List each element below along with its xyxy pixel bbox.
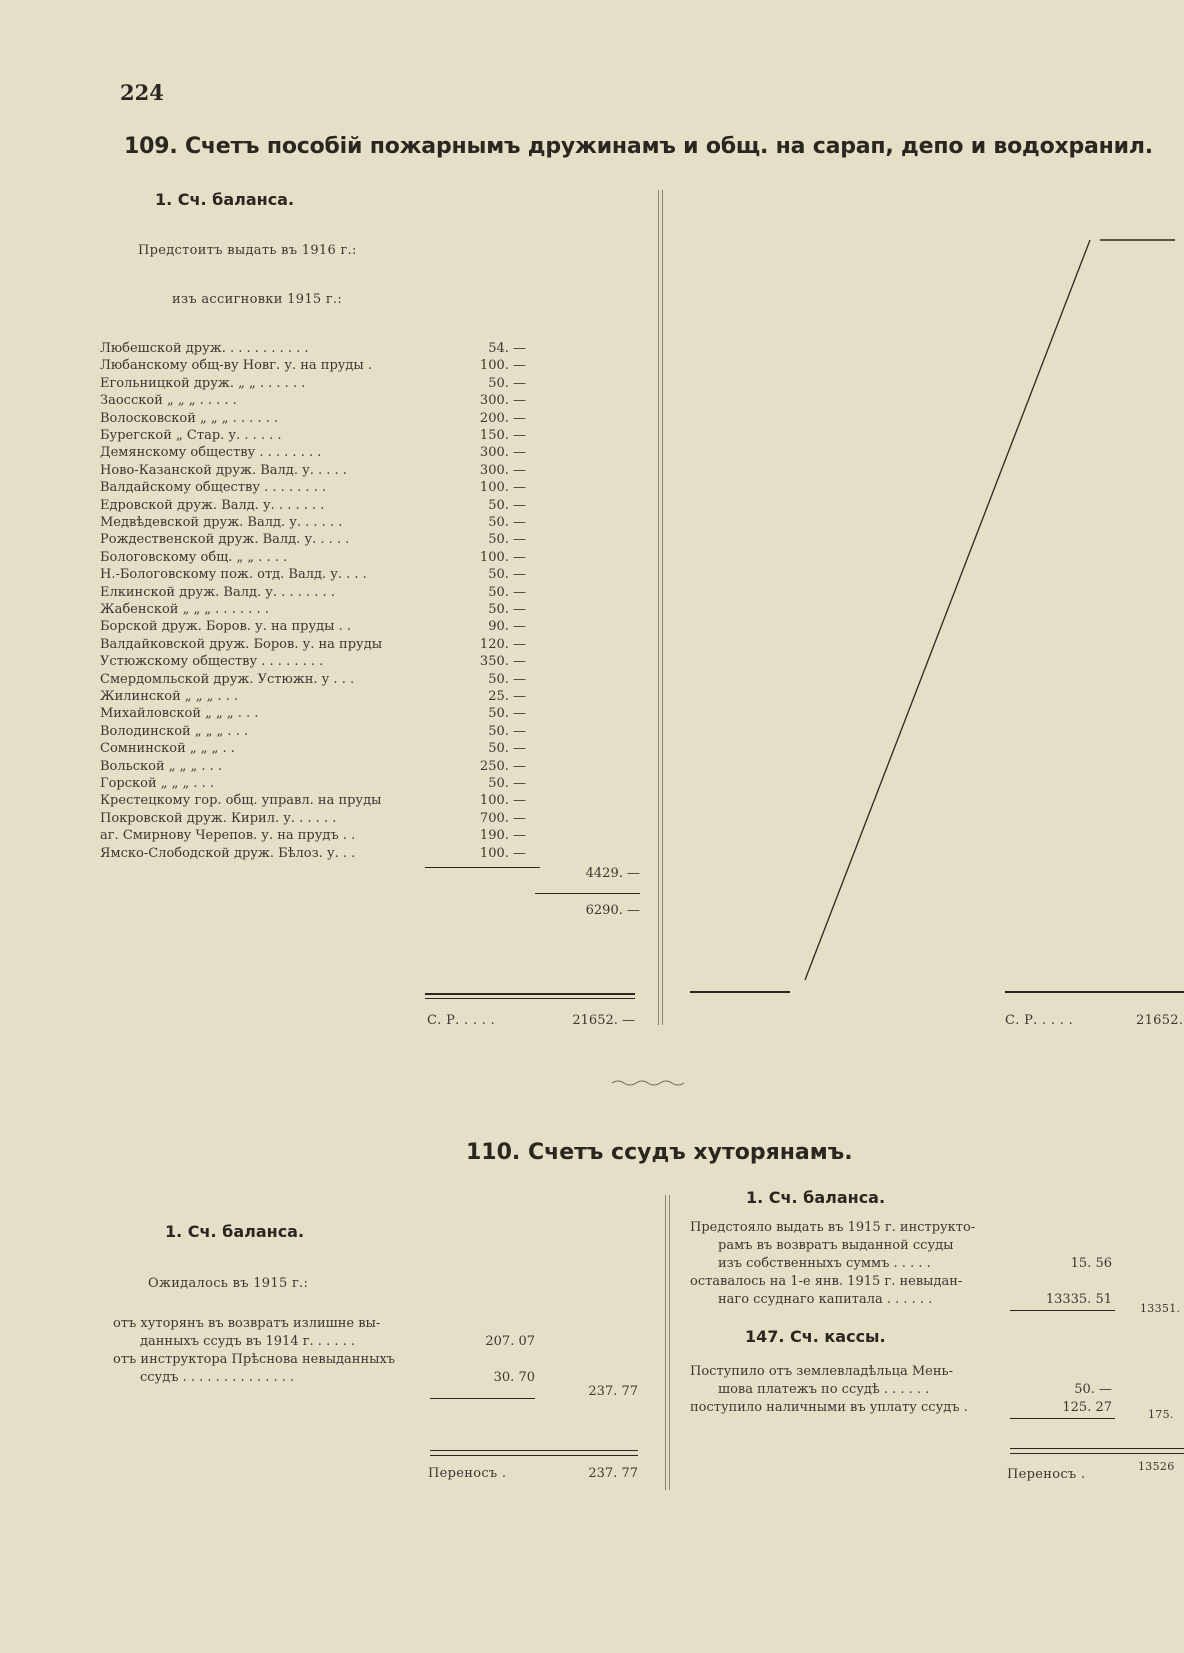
column-divider-110b bbox=[669, 1195, 670, 1490]
left-item-1-line2: данныхъ ссудъ въ 1914 г. . . . . . bbox=[140, 1334, 355, 1349]
left-item-2-amount: 30. 70 bbox=[493, 1370, 535, 1385]
item-label: Любанскому общ-ву Новг. у. на пруды . bbox=[100, 358, 373, 373]
item-label: Бурегской „ Стар. у. . . . . . bbox=[100, 428, 282, 443]
item-label: Жабенской „ „ „ . . . . . . . bbox=[100, 602, 269, 617]
item-label: Смердомльской друж. Устюжн. у . . . bbox=[100, 672, 355, 687]
right-carry-label: Переносъ . bbox=[1007, 1467, 1086, 1482]
item-amount: 100. — bbox=[479, 846, 526, 861]
item-label: Володинской „ „ „ . . . bbox=[100, 724, 249, 739]
item-amount: 100. — bbox=[479, 550, 526, 565]
left-item-2-line1: отъ инструктора Прѣснова невыданныхъ bbox=[113, 1352, 396, 1367]
right-margin-1: 13351. bbox=[1140, 1302, 1181, 1315]
section-109-subheading-2: изъ ассигновки 1915 г.: bbox=[172, 292, 343, 307]
item-label: Сомнинской „ „ „ . . bbox=[100, 741, 235, 756]
item-amount: 150. — bbox=[479, 428, 526, 443]
item-amount: 700. — bbox=[479, 811, 526, 826]
item-label: Рождественской друж. Валд. у. . . . . bbox=[100, 532, 350, 547]
item-amount: 50. — bbox=[488, 498, 526, 513]
item-label: Егольницкой друж. „ „ . . . . . . bbox=[100, 376, 306, 391]
item-amount: 100. — bbox=[479, 793, 526, 808]
item-label: Ямско-Слободской друж. Бѣлоз. у. . . bbox=[100, 846, 356, 861]
item-label: Борской друж. Боров. у. на пруды . . bbox=[100, 619, 352, 634]
item-amount: 190. — bbox=[479, 828, 526, 843]
right-rule-1 bbox=[1010, 1310, 1115, 1311]
section-110-left-heading: 1. Сч. баланса. bbox=[165, 1222, 305, 1241]
item-amount: 300. — bbox=[479, 463, 526, 478]
item-amount: 50. — bbox=[488, 776, 526, 791]
right-amount-3: 50. — bbox=[1074, 1382, 1112, 1397]
item-label: Крестецкому гор. общ. управл. на пруды bbox=[100, 793, 382, 808]
item-label: Устюжскому обществу . . . . . . . . bbox=[100, 654, 324, 669]
item-amount: 50. — bbox=[488, 567, 526, 582]
right-line-2: рамъ въ возвратъ выданной ссуды bbox=[718, 1238, 954, 1253]
item-amount: 300. — bbox=[479, 445, 526, 460]
column-divider-110 bbox=[665, 1195, 666, 1490]
section-110-right-heading: 1. Сч. баланса. bbox=[746, 1188, 886, 1207]
section-109-subtotal: 4429. — bbox=[585, 866, 640, 881]
right-line-3: изъ собственныхъ суммъ . . . . . bbox=[718, 1256, 931, 1271]
left-total-rule bbox=[430, 1398, 535, 1399]
item-label: Демянскому обществу . . . . . . . . bbox=[100, 445, 322, 460]
item-label: Вольской „ „ „ . . . bbox=[100, 759, 223, 774]
right-carry-amount: 13526 bbox=[1138, 1460, 1175, 1473]
sr-label-left: С. Р. . . . . bbox=[427, 1013, 496, 1028]
right-line-7: шова платежъ по ссудѣ . . . . . . bbox=[718, 1382, 930, 1397]
right-line-5: наго ссуднаго капитала . . . . . . bbox=[718, 1292, 933, 1307]
section-110-left-subheading: Ожидалось въ 1915 г.: bbox=[148, 1276, 309, 1291]
item-label: Н.-Бологовскому пож. отд. Валд. у. . . . bbox=[100, 567, 367, 582]
item-amount: 350. — bbox=[479, 654, 526, 669]
section-109-subheading-1: Предстоитъ выдать въ 1916 г.: bbox=[138, 243, 357, 258]
item-amount: 50. — bbox=[488, 602, 526, 617]
page-number: 224 bbox=[120, 80, 164, 105]
item-amount: 100. — bbox=[479, 358, 526, 373]
item-amount: 50. — bbox=[488, 706, 526, 721]
item-amount: 120. — bbox=[479, 637, 526, 652]
item-label: Волосковской „ „ „ . . . . . . bbox=[100, 411, 279, 426]
left-item-1-line1: отъ хуторянъ въ возвратъ излишне вы- bbox=[113, 1316, 381, 1331]
item-amount: 300. — bbox=[479, 393, 526, 408]
item-label: аг. Смирнову Черепов. у. на прудъ . . bbox=[100, 828, 356, 843]
item-amount: 50. — bbox=[488, 532, 526, 547]
item-label: Валдайскому обществу . . . . . . . . bbox=[100, 480, 327, 495]
left-carry-label: Переносъ . bbox=[428, 1466, 507, 1481]
item-amount: 200. — bbox=[479, 411, 526, 426]
item-amount: 50. — bbox=[488, 585, 526, 600]
item-amount: 100. — bbox=[479, 480, 526, 495]
item-label: Ново-Казанской друж. Валд. у. . . . . bbox=[100, 463, 347, 478]
left-carry-rule-2 bbox=[430, 1455, 638, 1456]
right-rule-2 bbox=[1010, 1418, 1115, 1419]
item-amount: 50. — bbox=[488, 672, 526, 687]
item-label: Михайловской „ „ „ . . . bbox=[100, 706, 259, 721]
right-line-4: оставалось на 1-е янв. 1915 г. невыдан- bbox=[690, 1274, 963, 1289]
right-amount-4: 125. 27 bbox=[1062, 1400, 1112, 1415]
right-line-6: Поступило отъ землевладѣльца Мень- bbox=[690, 1364, 953, 1379]
item-amount: 90. — bbox=[488, 619, 526, 634]
right-line-1: Предстояло выдать въ 1915 г. инструкто- bbox=[690, 1220, 976, 1235]
item-label: Медвѣдевской друж. Валд. у. . . . . . bbox=[100, 515, 343, 530]
left-carry-amount: 237. 77 bbox=[588, 1466, 638, 1481]
section-109-left-heading: 1. Сч. баланса. bbox=[155, 190, 295, 209]
section-109-total: 6290. — bbox=[585, 903, 640, 918]
item-amount: 50. — bbox=[488, 741, 526, 756]
item-label: Жилинской „ „ „ . . . bbox=[100, 689, 239, 704]
item-label: Покровской друж. Кирил. у. . . . . . bbox=[100, 811, 337, 826]
item-amount: 25. — bbox=[488, 689, 526, 704]
item-amount: 50. — bbox=[488, 515, 526, 530]
item-label: Горской „ „ „ . . . bbox=[100, 776, 215, 791]
sr-label-right: С. Р. . . . . bbox=[1005, 1013, 1074, 1028]
item-label: Любешской друж. . . . . . . . . . . bbox=[100, 341, 309, 356]
item-label: Елкинской друж. Валд. у. . . . . . . . bbox=[100, 585, 335, 600]
right-line-8: поступило наличными въ уплату ссудъ . bbox=[690, 1400, 968, 1415]
right-carry-rule-2 bbox=[1010, 1453, 1184, 1454]
right-margin-2: 175. bbox=[1148, 1408, 1174, 1421]
left-item-2-line2: ссудъ . . . . . . . . . . . . . . bbox=[140, 1370, 295, 1385]
item-label: Заосской „ „ „ . . . . . bbox=[100, 393, 237, 408]
left-item-1-amount: 207. 07 bbox=[485, 1334, 535, 1349]
item-label: Валдайковской друж. Боров. у. на пруды bbox=[100, 637, 383, 652]
left-carry-rule bbox=[430, 1450, 638, 1451]
item-label: Бологовскому общ. „ „ . . . . bbox=[100, 550, 288, 565]
sr-amount-right: 21652. bbox=[1136, 1013, 1184, 1028]
item-label: Едровской друж. Валд. у. . . . . . . bbox=[100, 498, 325, 513]
right-amount-1: 15. 56 bbox=[1070, 1256, 1112, 1271]
right-carry-rule bbox=[1010, 1448, 1184, 1449]
section-110-title: 110. Счетъ ссудъ хуторянамъ. bbox=[466, 1140, 853, 1165]
left-total: 237. 77 bbox=[588, 1384, 638, 1399]
right-amount-2: 13335. 51 bbox=[1045, 1292, 1112, 1307]
item-amount: 50. — bbox=[488, 724, 526, 739]
item-amount: 250. — bbox=[479, 759, 526, 774]
sr-amount-left: 21652. — bbox=[572, 1013, 635, 1028]
section-110-right-heading-2: 147. Сч. кассы. bbox=[745, 1327, 886, 1346]
item-amount: 54. — bbox=[488, 341, 526, 356]
section-109-title: 109. Счетъ пособій пожарнымъ дружинамъ и общ. на сарап, депо и водохранил. bbox=[124, 134, 1153, 159]
item-amount: 50. — bbox=[488, 376, 526, 391]
